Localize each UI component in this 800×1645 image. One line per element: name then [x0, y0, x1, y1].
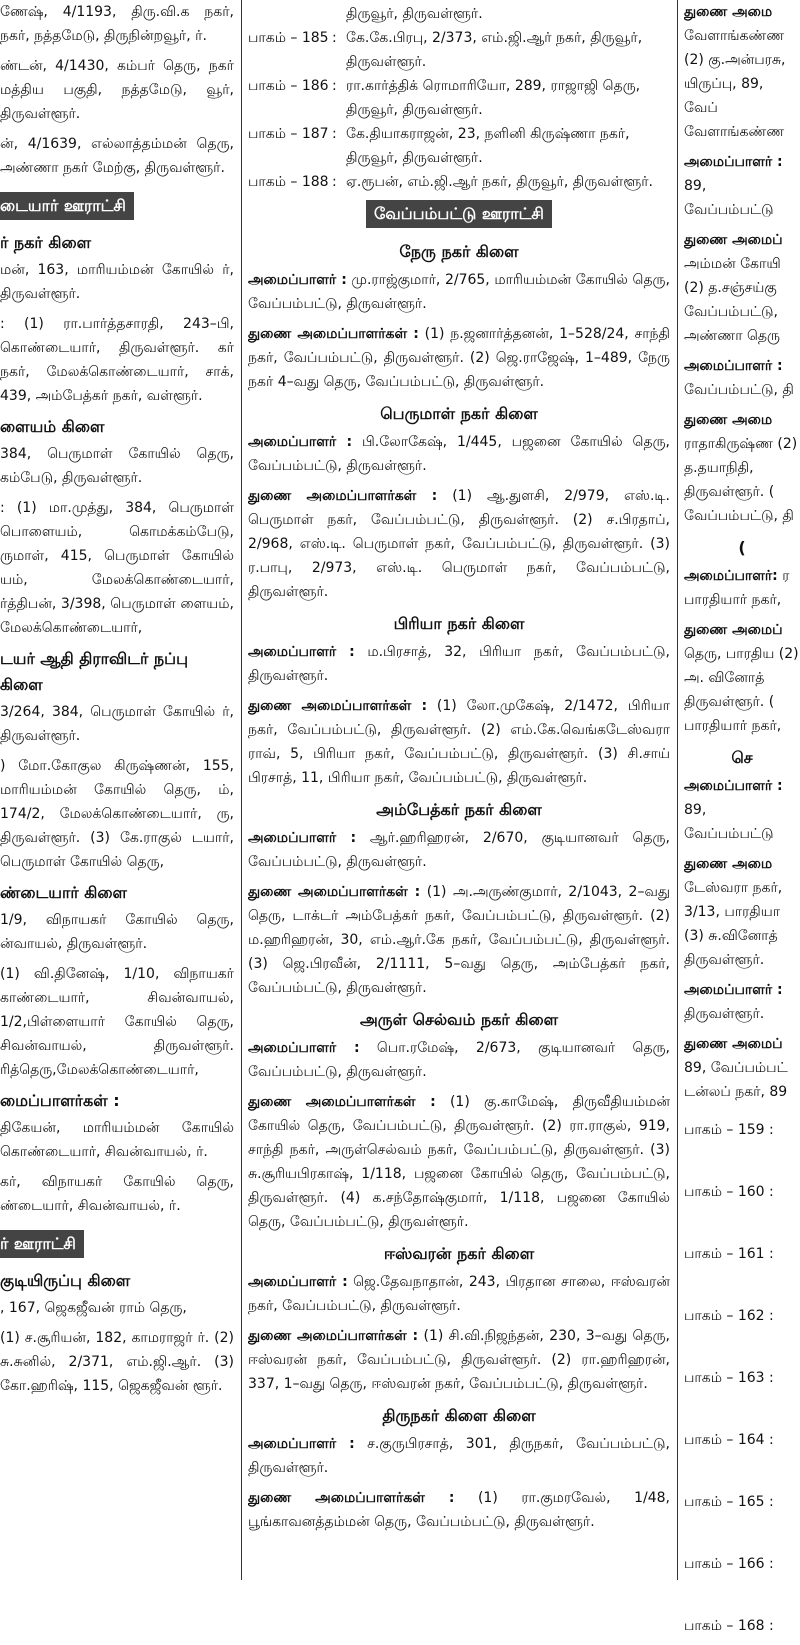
branch-section	[248, 1240, 670, 1396]
branch-section	[248, 1006, 670, 1234]
entry-text: ணேஷ், 4/1193, திரு.வி.க நகர், நகர், நத்தமேடு, திருநின்றவூர், ர்.	[0, 4, 234, 44]
column-divider-left	[241, 0, 242, 1580]
branch-title: அம்பேத்கர் நகர் கிளை	[376, 800, 542, 819]
entry-body: வேப்பம்பட்டு, தி	[684, 382, 794, 398]
branch-section	[248, 796, 670, 1000]
organizer-entry	[248, 640, 670, 688]
part-member: கே.கே.பிரபு, 2/373, எம்.ஜி.ஆர் நகர், திருவூர், திருவள்ளூர்.	[346, 30, 643, 70]
parts-list-top	[248, 26, 670, 194]
deputy-text: (1) கு.காமேஷ், திருவீதியம்மன் கோயில் தெரு, வேப்பம்பட்டு, திருவள்ளூர். (2) ரா.ராகுல், 919, சாந்தி நகர், அருள்செல்வம் நகர், வேப்பம்பட்டு, திருவள்ளூர். (3) சு.சூரியபிரகாஷ், 1/118, பஜனை கோயில் தெரு, வேப்பம்பட்டு, திருவள்ளூர். (4) க.சந்தோஷ்குமார், 1/118, பஜனை கோயில் தெரு, வேப்பம்பட்டு, திருவள்ளூர்.	[248, 1094, 670, 1230]
deputy-entry	[248, 1090, 670, 1234]
entry-text: கர், விநாயகர் கோயில் தெரு, ண்டையார், சிவன்வாயல், ர்.	[0, 1174, 234, 1214]
branch-title: பிரியா நகர் கிளை	[393, 614, 525, 633]
entry-text	[684, 564, 800, 612]
deputy-text: (1) ந.ஜனார்த்தனன், 1–528/24, சாந்தி நகர், வேப்பம்பட்டு, திருவள்ளூர். (2) ஜெ.ராஜேஷ், 1–489, நேரு நகர் 4–வது தெரு, வேப்பம்பட்டு, திருவள்ளூர்.	[248, 326, 670, 390]
part-colon: :	[332, 126, 337, 142]
organizer-entry	[248, 826, 670, 874]
entry-text: 1/9, விநாயகர் கோயில் தெரு, ன்வாயல், திருவள்ளூர்.	[0, 912, 234, 952]
organizer-label: அமைப்பாளர் :	[248, 644, 355, 660]
branch-heading: குடியிருப்பு கிளை	[0, 1271, 131, 1290]
entry-label: துணை அமைப்	[684, 622, 783, 638]
right-parts-list	[684, 1118, 800, 1645]
part-number: பாகம் – 161 :	[684, 1246, 774, 1262]
entry-text	[684, 774, 800, 846]
section-banner: வேப்பம்பட்டு ஊராட்சி	[366, 200, 552, 228]
entry-label: அமைப்பாளர் :	[684, 778, 783, 794]
entry-body: 89, வேப்பம்பட்டு	[684, 178, 774, 218]
organizer-text: ச.குருபிரசாத், 301, திருநகர், வேப்பம்பட்டு, திருவள்ளூர்.	[248, 1436, 670, 1476]
branch-title: பெருமாள் நகர் கிளை	[380, 404, 538, 423]
right-column-text	[684, 0, 800, 1104]
entry-label: துணை அமை	[684, 856, 773, 872]
entry-text: : (1) மா.முத்து, 384, பெருமாள் பொளையம், கொமக்கம்பேடு, ருமாள், 415, பெருமாள் கோயில் யம், மேலக்கொண்டையார், ர்த்திபன், 3/398, பெருமாள் ளையம், மேலக்கொண்டையார்,	[0, 500, 234, 636]
organizer-label: அமைப்பாளர் :	[248, 434, 353, 450]
entry-label: துணை அமைப்	[684, 232, 783, 248]
deputy-label: துணை அமைப்பாளர்கள் :	[248, 1490, 455, 1506]
part-number: பாகம் – 162 :	[684, 1308, 774, 1324]
banner-wrap	[0, 1224, 234, 1264]
organizer-text: ஜெ.தேவநாதான், 243, பிரதான சாலை, ஈஸ்வரன் நகர், வேப்பம்பட்டு, திருவள்ளூர்.	[248, 1274, 670, 1314]
branch-title: நேரு நகர் கிளை	[399, 242, 519, 261]
deputy-label: துணை அமைப்பாளர்கள் :	[248, 326, 419, 342]
deputy-entry	[248, 880, 670, 1000]
part-member: ரா.கார்த்திக் ரொமாரியோ, 289, ராஜாஜி தெரு, திருவூர், திருவள்ளூர்.	[346, 78, 641, 118]
part-number: பாகம் – 187	[248, 126, 329, 142]
entry-text	[684, 150, 800, 222]
deputy-entry	[248, 1324, 670, 1396]
organizer-label: அமைப்பாளர் :	[248, 272, 347, 288]
column-divider-right	[677, 0, 678, 1580]
entry-body: 89, வேப்பம்பட்டு	[684, 802, 774, 842]
entry-body: அம்மன் கோயி (2) த.சஞ்சய்கு வேப்பம்பட்டு, அண்ணா தெரு	[684, 256, 781, 344]
entry-text: , 167, ஜெகஜீவன் ராம் தெரு,	[0, 1300, 187, 1316]
organizer-text: ஆர்.ஹரிஹரன், 2/670, குடியானவர் தெரு, வேப்பம்பட்டு, திருவள்ளூர்.	[248, 830, 670, 870]
deputy-text: (1) லோ.முகேஷ், 2/1472, பிரியா நகர், வேப்பம்பட்டு, திருவள்ளூர். (2) எம்.கே.வெங்கடேஸ்வரா ராவ், 5, பிரியா நகர், வேப்பம்பட்டு, திருவள்ளூர். (3) சி.சாய் பிரசாத், 11, பிரியா நகர், வேப்பம்பட்டு, திருவள்ளூர்.	[248, 698, 670, 786]
entry-body: வேளாங்கண்ண (2) கு.அன்பரசு, யிருப்பு, 89, வேப் வேளாங்கண்ண	[684, 28, 786, 140]
organizer-entry	[248, 1036, 670, 1084]
entry-text	[684, 1032, 800, 1104]
entry-text	[684, 852, 800, 972]
part-number: பாகம் – 168 :	[684, 1618, 774, 1634]
part-colon: :	[332, 174, 337, 190]
branch-section	[248, 400, 670, 604]
deputy-text: (1) அ.அருண்குமார், 2/1043, 2–வது தெரு, டாக்டர் அம்பேத்கர் நகர், வேப்பம்பட்டு, திருவள்ளூர். (2) ம.ஹரிஹரன், 30, எம்.ஆர்.கே நகர், வேப்பம்பட்டு, திருவள்ளூர். (3) ஜெ.பிரவீன், 2/1111, 5–வது தெரு, அம்பேத்கர் நகர், வேப்பம்பட்டு, திருவள்ளூர்.	[248, 884, 670, 996]
part-number: பாகம் – 166 :	[684, 1556, 774, 1572]
part-row	[248, 122, 670, 170]
entry-body: 89, வேப்பம்பட் டன்லப் நகர், 89	[684, 1060, 788, 1100]
branch-list	[248, 238, 670, 1534]
entry-text: ன், 4/1639, எல்லாத்தம்மன் தெரு, அண்ணா நகர் மேற்கு, திருவள்ளூர்.	[0, 136, 234, 176]
part-member: ஏ.ரூபன், எம்.ஜி.ஆர் நகர், திருவூர், திருவள்ளூர்.	[346, 174, 654, 190]
organizer-entry	[248, 268, 670, 316]
part-number: பாகம் – 159 :	[684, 1122, 774, 1138]
part-colon: :	[332, 30, 337, 46]
entry-label: அமைப்பாளர் :	[684, 358, 783, 374]
entry-body: டேஸ்வரா நகர், 3/13, பாரதியா (3) சு.வினோத் திருவள்ளூர்.	[684, 880, 783, 968]
organizer-text: மு.ராஜ்குமார், 2/765, மாரியம்மன் கோயில் தெரு, வேப்பம்பட்டு, திருவள்ளூர்.	[248, 272, 670, 312]
entry-text	[684, 0, 800, 144]
deputy-label: துணை அமைப்பாளர்கள் :	[248, 884, 421, 900]
entry-text	[684, 354, 800, 402]
entry-text: 384, பெருமாள் கோயில் தெரு, கம்பேடு, திருவள்ளூர்.	[0, 446, 234, 486]
part-number: பாகம் – 188	[248, 174, 329, 190]
entry-label: அமைப்பாளர் :	[684, 154, 783, 170]
entry-text: ண்டன், 4/1430, கம்பர் தெரு, நகர் மத்திய பகுதி, நத்தமேடு, வூர், திருவள்ளூர்.	[0, 58, 234, 122]
entry-body: திருவள்ளூர்.	[684, 1006, 765, 1022]
entry-label: துணை அமை	[684, 4, 773, 20]
branch-title: ஈஸ்வரன் நகர் கிளை	[383, 1244, 535, 1263]
deputy-text: (1) ரா.குமரவேல், 1/48, பூங்காவனத்தம்மன் தெரு, வேப்பம்பட்டு, திருவள்ளூர்.	[248, 1490, 670, 1530]
section-banner: டையார் ஊராட்சி	[0, 192, 134, 220]
organizer-label: அமைப்பாளர் :	[248, 830, 357, 846]
deputy-text: (1) ஆ.துளசி, 2/979, எஸ்.டி. பெருமாள் நகர், வேப்பம்பட்டு, திருவள்ளூர். (2) ச.பிரதாப், 2/968, எஸ்.டி. பெருமாள் நகர், வேப்பம்பட்டு, திருவள்ளூர். (3) ர.பாபு, 2/973, எஸ்.டி. பெருமாள் நகர், வேப்பம்பட்டு, திருவள்ளூர்.	[248, 488, 670, 600]
deputy-text: (1) சி.வி.நிஜந்தன், 230, 3–வது தெரு, ஈஸ்வரன் நகர், வேப்பம்பட்டு, திருவள்ளூர். (2) ரா.ஹரிஹரன், 337, 1–வது தெரு, ஈஸ்வரன் நகர், வேப்பம்பட்டு, திருவள்ளூர்.	[248, 1328, 670, 1392]
organizer-label: அமைப்பாளர் :	[248, 1274, 348, 1290]
organizer-entry	[248, 1270, 670, 1318]
deputy-entry	[248, 484, 670, 604]
branch-title: அருள் செல்வம் நகர் கிளை	[359, 1010, 559, 1029]
entry-body: ர பாரதியார் நகர்,	[684, 568, 790, 608]
entry-text: : (1) ரா.பார்த்தசாரதி, 243–பி, கொண்டையார், திருவள்ளூர். கர் நகர், மேலக்கொண்டையார், சாக், 439, அம்பேத்கர் நகர், வள்ளூர்.	[0, 316, 234, 404]
branch-heading: ளையம் கிளை	[0, 417, 105, 436]
entry-text: மன், 163, மாரியம்மன் கோயில் ர், திருவள்ளூர்.	[0, 262, 234, 302]
entry-body: ராதாகிருஷ்ண (2) த.தயாநிதி, திருவள்ளூர். ( வேப்பம்பட்டு, தி	[684, 436, 798, 524]
branch-title: திருநகர் கிளை கிளை	[382, 1406, 536, 1425]
organizer-text: ம.பிரசாத், 32, பிரியா நகர், வேப்பம்பட்டு, திருவள்ளூர்.	[248, 644, 670, 684]
entry-body: தெரு, பாரதிய (2) அ. வினோத் திருவள்ளூர். ( பாரதியார் நகர்,	[684, 646, 799, 734]
part-member: கே.தியாகராஜன், 23, நளினி கிருஷ்ணா நகர், திருவூர், திருவள்ளூர்.	[346, 126, 630, 166]
entry-text: ) மோ.கோகுல கிருஷ்ணன், 155, மாரியம்மன் கோயில் தெரு, ம், 174/2, மேலக்கொண்டையார், ரு, திருவள்ளூர். (3) கே.ராகுல் டயார், பெருமாள் கோயில் தெரு,	[0, 758, 234, 870]
deputy-label: துணை அமைப்பாளர்கள் :	[248, 488, 438, 504]
part-number: பாகம் – 185	[248, 30, 329, 46]
branch-section	[248, 1402, 670, 1534]
part-colon: :	[332, 78, 337, 94]
organizer-label: அமைப்பாளர் :	[248, 1436, 355, 1452]
banner-wrap	[0, 186, 234, 226]
left-column	[0, 0, 234, 1404]
part-row	[248, 170, 670, 194]
part-number: பாகம் – 160 :	[684, 1184, 774, 1200]
deputy-label: துணை அமைப்பாளர்கள் :	[248, 698, 428, 714]
deputy-entry	[248, 694, 670, 790]
entry-text: 3/264, 384, பெருமாள் கோயில் ர், திருவள்ளூர்.	[0, 704, 234, 744]
deputy-label: துணை அமைப்பாளர்கள் :	[248, 1328, 419, 1344]
entry-label: துணை அமை	[684, 412, 773, 428]
branch-heading: டயர் ஆதி திராவிடர் நப்பு கிளை	[0, 649, 188, 694]
part-number: பாகம் – 163 :	[684, 1370, 774, 1386]
entry-label: துணை அமைப்	[684, 1036, 783, 1052]
organizer-text: பி.லோகேஷ், 1/445, பஜனை கோயில் தெரு, வேப்பம்பட்டு, திருவள்ளூர்.	[248, 434, 670, 474]
deputy-entry	[248, 1486, 670, 1534]
organizer-label: அமைப்பாளர் :	[248, 1040, 360, 1056]
part-number: பாகம் – 186	[248, 78, 329, 94]
middle-column	[248, 0, 670, 1540]
branch-heading: ர் நகர் கிளை	[0, 233, 92, 252]
entry-text: (1) ச.சூரியன், 182, காமராஜர் ர். (2) சு.சுனில், 2/371, எம்.ஜி.ஆர். (3) கோ.ஹரிஷ், 115, ஜெகஜீவன் ளூர்.	[0, 1330, 234, 1394]
section-banner: ர் ஊராட்சி	[0, 1230, 84, 1258]
organizer-entry	[248, 1432, 670, 1480]
top-continuation-text: திருவூர், திருவள்ளூர்.	[346, 6, 483, 22]
organizer-text: பொ.ரமேஷ், 2/673, குடியானவர் தெரு, வேப்பம்பட்டு, திருவள்ளூர்.	[248, 1040, 670, 1080]
branch-heading: ண்டையார் கிளை	[0, 883, 127, 902]
part-number: பாகம் – 165 :	[684, 1494, 774, 1510]
organizer-entry	[248, 430, 670, 478]
branch-section	[248, 610, 670, 790]
branch-heading: மைப்பாளர்கள் :	[0, 1091, 120, 1110]
entry-label: அமைப்பாளர் :	[684, 982, 783, 998]
entry-text	[684, 618, 800, 738]
deputy-label: துணை அமைப்பாளர்கள் :	[248, 1094, 436, 1110]
entry-label: அமைப்பாளர்:	[684, 568, 778, 584]
deputy-entry	[248, 322, 670, 394]
entry-text: (1) வி.தினேஷ், 1/10, விநாயகர் காண்டையார், சிவன்வாயல், 1/2,பிள்ளையார் கோயில் தெரு, சிவன்வாயல், திருவள்ளூர். ரித்தெரு,மேலக்கொண்டையார்,	[0, 966, 234, 1078]
branch-title: செ	[731, 748, 753, 767]
part-row	[248, 74, 670, 122]
entry-text	[684, 978, 800, 1026]
part-number: பாகம் – 164 :	[684, 1432, 774, 1448]
entry-text	[684, 228, 800, 348]
entry-text	[684, 408, 800, 528]
branch-section	[248, 238, 670, 394]
entry-text: திகேயன், மாரியம்மன் கோயில் கொண்டையார், சிவன்வாயல், ர்.	[0, 1120, 234, 1160]
part-row	[248, 26, 670, 74]
right-column	[684, 0, 800, 1645]
branch-title: (	[738, 538, 746, 557]
